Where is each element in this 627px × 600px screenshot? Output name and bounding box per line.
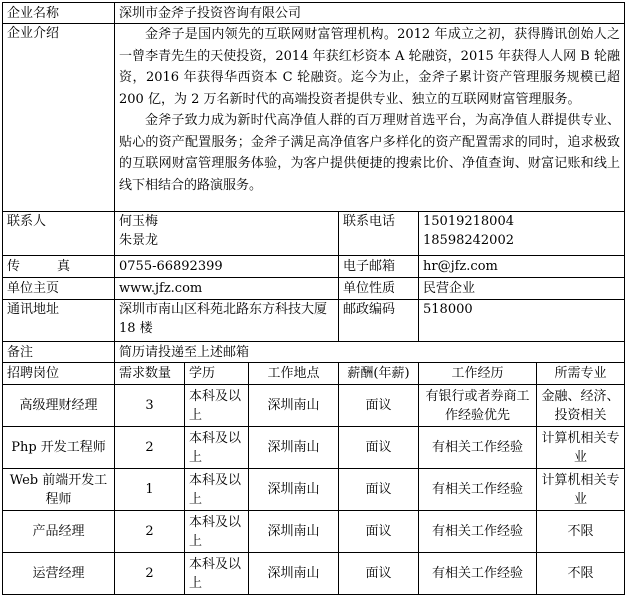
job-count: 3 xyxy=(115,385,185,427)
job-location: 深圳南山 xyxy=(249,385,339,427)
fax-number: 0755-66892399 xyxy=(115,256,339,278)
job-education: 本科及以上 xyxy=(185,469,249,511)
job-salary: 面议 xyxy=(339,427,419,469)
fax-label: 传 真 xyxy=(3,256,115,278)
company-intro-paragraph: 金斧子是国内领先的互联网财富管理机构。2012 年成立之初，获得腾讯创始人之一曾李青先生的天使投资，2014 年获红杉资本 A 轮融资，2015 年获得人人网 B 轮融资，2016 年获得华西资本 C 轮融资。迄今为止，金斧子累计资产管理服务规模已超 200 亿，为 2 万名新时代的高端投资者提供专业、独立的互联网财富管理服务。 xyxy=(119,27,621,107)
homepage-label: 单位主页 xyxy=(3,278,115,300)
email-label: 电子邮箱 xyxy=(339,256,419,278)
company-intro xyxy=(115,24,625,212)
job-salary: 面议 xyxy=(339,469,419,511)
job-row xyxy=(3,511,625,553)
job-major: 金融、经济、投资相关 xyxy=(537,385,625,427)
job-experience: 有银行或者券商工作经验优先 xyxy=(419,385,537,427)
job-salary: 面议 xyxy=(339,511,419,553)
email-address: hr@jfz.com xyxy=(419,256,625,278)
phone-number: 18598242002 xyxy=(423,233,514,248)
job-row xyxy=(3,469,625,511)
jobs-header-location: 工作地点 xyxy=(249,363,339,385)
job-experience: 有相关工作经验 xyxy=(419,427,537,469)
job-location: 深圳南山 xyxy=(249,469,339,511)
job-row xyxy=(3,553,625,595)
job-education: 本科及以上 xyxy=(185,553,249,595)
jobs-header-row xyxy=(3,363,625,385)
jobs-header-education: 学历 xyxy=(185,363,249,385)
contact-persons xyxy=(115,212,339,256)
job-experience: 有相关工作经验 xyxy=(419,469,537,511)
jobs-header-major: 所需专业 xyxy=(537,363,625,385)
job-row xyxy=(3,427,625,469)
jobs-header-experience: 工作经历 xyxy=(419,363,537,385)
job-education: 本科及以上 xyxy=(185,511,249,553)
company-name: 深圳市金斧子投资咨询有限公司 xyxy=(115,3,625,24)
company-nature-label: 单位性质 xyxy=(339,278,419,300)
job-experience: 有相关工作经验 xyxy=(419,553,537,595)
contact-person-name: 朱景龙 xyxy=(119,233,159,248)
job-education: 本科及以上 xyxy=(185,385,249,427)
company-name-label: 企业名称 xyxy=(3,3,115,24)
remark-label: 备注 xyxy=(3,342,115,363)
job-experience: 有相关工作经验 xyxy=(419,511,537,553)
job-count: 2 xyxy=(115,427,185,469)
job-title: 运营经理 xyxy=(3,553,115,595)
homepage-nature-row xyxy=(3,278,625,300)
contact-person-label: 联系人 xyxy=(3,212,115,256)
jobs-header-count: 需求数量 xyxy=(115,363,185,385)
job-count: 2 xyxy=(115,553,185,595)
phone-label: 联系电话 xyxy=(339,212,419,256)
mailing-address: 深圳市南山区科苑北路东方科技大厦 18 楼 xyxy=(115,300,339,342)
job-major: 不限 xyxy=(537,511,625,553)
address-postcode-row xyxy=(3,300,625,342)
job-title: 高级理财经理 xyxy=(3,385,115,427)
job-education: 本科及以上 xyxy=(185,427,249,469)
homepage-url: www.jfz.com xyxy=(115,278,339,300)
jobs-header-title: 招聘岗位 xyxy=(3,363,115,385)
job-row xyxy=(3,385,625,427)
fax-email-row xyxy=(3,256,625,278)
job-location: 深圳南山 xyxy=(249,427,339,469)
recruitment-table xyxy=(2,2,625,595)
phone-number: 15019218004 xyxy=(423,214,514,229)
job-location: 深圳南山 xyxy=(249,553,339,595)
job-salary: 面议 xyxy=(339,553,419,595)
postcode: 518000 xyxy=(419,300,625,342)
job-count: 1 xyxy=(115,469,185,511)
address-label: 通讯地址 xyxy=(3,300,115,342)
postcode-label: 邮政编码 xyxy=(339,300,419,342)
remark-text: 简历请投递至上述邮箱 xyxy=(115,342,625,363)
company-intro-row xyxy=(3,24,625,212)
remark-row xyxy=(3,342,625,363)
job-count: 2 xyxy=(115,511,185,553)
job-location: 深圳南山 xyxy=(249,511,339,553)
job-title: 产品经理 xyxy=(3,511,115,553)
company-name-row xyxy=(3,3,625,24)
jobs-header-salary: 薪酬(年薪) xyxy=(339,363,419,385)
job-major: 不限 xyxy=(537,553,625,595)
job-major: 计算机相关专业 xyxy=(537,427,625,469)
job-title: Web 前端开发工程师 xyxy=(3,469,115,511)
company-intro-paragraph: 金斧子致力成为新时代高净值人群的百万理财首选平台，为高净值人群提供专业、贴心的资产配置服务；金斧子满足高净值客户多样化的资产配置需求的同时，追求极致的互联网财富管理服务体验，为客户提供便捷的搜索比价、净值查询、财富记账和线上线下相结合的路演服务。 xyxy=(119,113,621,193)
contact-person-row xyxy=(3,212,625,256)
company-intro-label: 企业介绍 xyxy=(3,24,115,212)
job-salary: 面议 xyxy=(339,385,419,427)
contact-person-name: 何玉梅 xyxy=(119,214,159,229)
job-title: Php 开发工程师 xyxy=(3,427,115,469)
company-nature: 民营企业 xyxy=(419,278,625,300)
job-major: 计算机相关专业 xyxy=(537,469,625,511)
phone-numbers xyxy=(419,212,625,256)
